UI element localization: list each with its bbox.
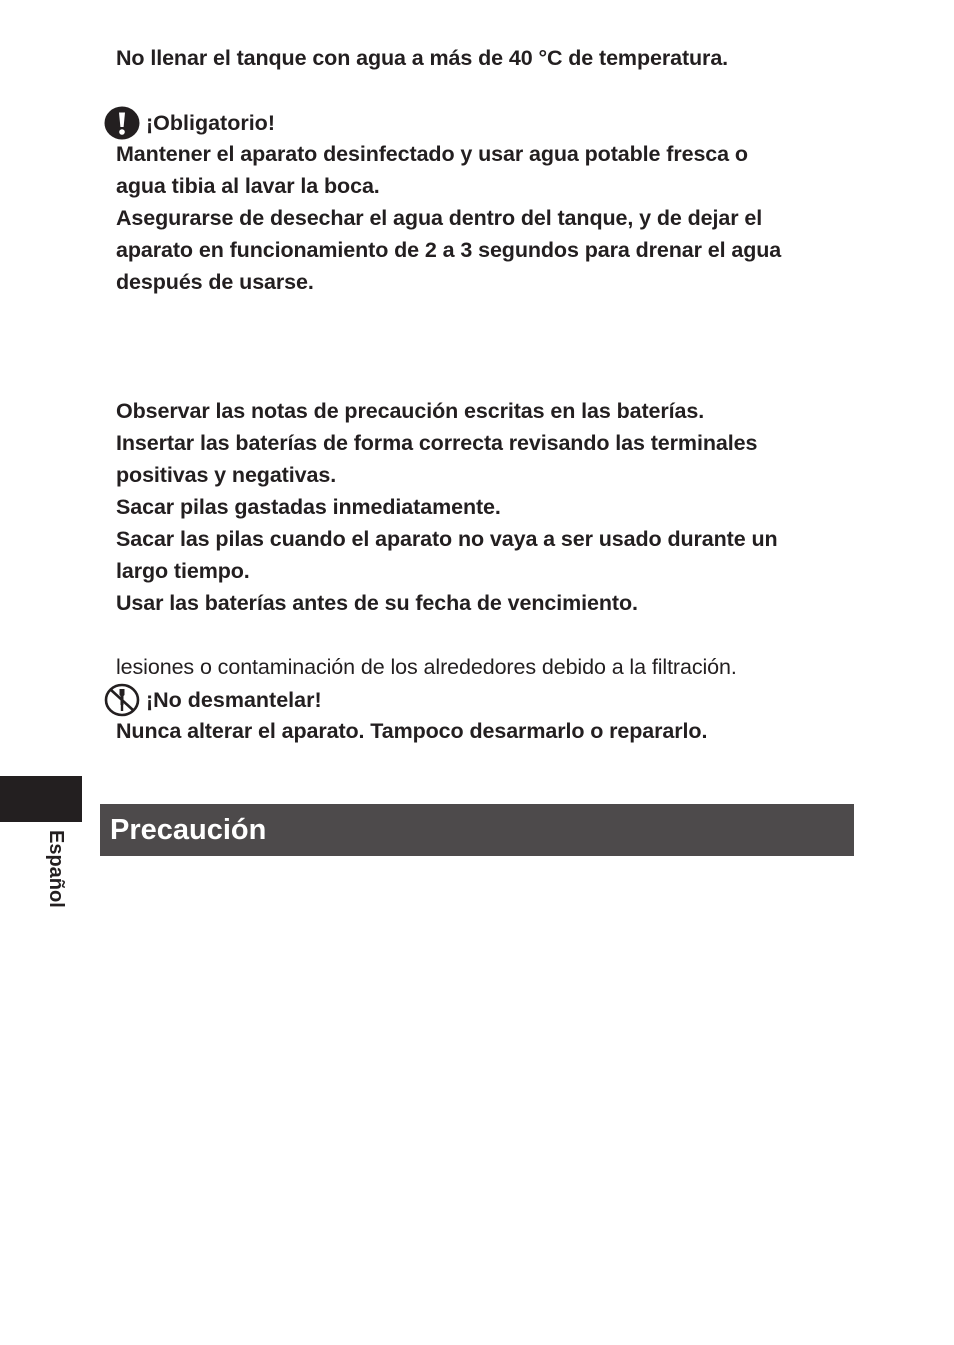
battery-line: Sacar las pilas cuando el aparato no vaya a ser usado durante un [116, 527, 778, 551]
mandatory-line: después de usarse. [116, 270, 314, 294]
exclamation-icon [104, 106, 140, 140]
no-disassemble-line: Nunca alterar el aparato. Tampoco desarmarlo o repararlo. [116, 719, 708, 743]
mandatory-line: aparato en funcionamiento de 2 a 3 segundos para drenar el agua [116, 238, 782, 262]
side-tab-label: Español [45, 830, 67, 908]
mandatory-line: Mantener el aparato desinfectado y usar agua potable fresca o [116, 142, 748, 166]
mandatory-label: ¡Obligatorio! [146, 111, 275, 135]
section-banner [100, 804, 854, 856]
section-title: Precaución [110, 814, 267, 846]
battery-note: lesiones o contaminación de los alrededores debido a la filtración. [116, 655, 737, 679]
mandatory-line: Asegurarse de desechar el agua dentro del tanque, y de dejar el [116, 206, 763, 230]
no-disassemble-icon [104, 683, 140, 717]
battery-line: Sacar pilas gastadas inmediatamente. [116, 495, 501, 519]
battery-line: Insertar las baterías de forma correcta revisando las terminales [116, 431, 758, 455]
battery-line: positivas y negativas. [116, 463, 337, 487]
mandatory-line: agua tibia al lavar la boca. [116, 174, 380, 198]
battery-line: largo tiempo. [116, 559, 250, 583]
side-tab [0, 776, 82, 822]
no-disassemble-heading [104, 683, 322, 717]
no-disassemble-label: ¡No desmantelar! [146, 688, 322, 712]
battery-line: Observar las notas de precaución escritas en las baterías. [116, 399, 705, 423]
intro-line: No llenar el tanque con agua a más de 40 °C de temperatura. [116, 46, 729, 70]
battery-line: Usar las baterías antes de su fecha de vencimiento. [116, 591, 638, 615]
mandatory-heading [104, 106, 275, 140]
